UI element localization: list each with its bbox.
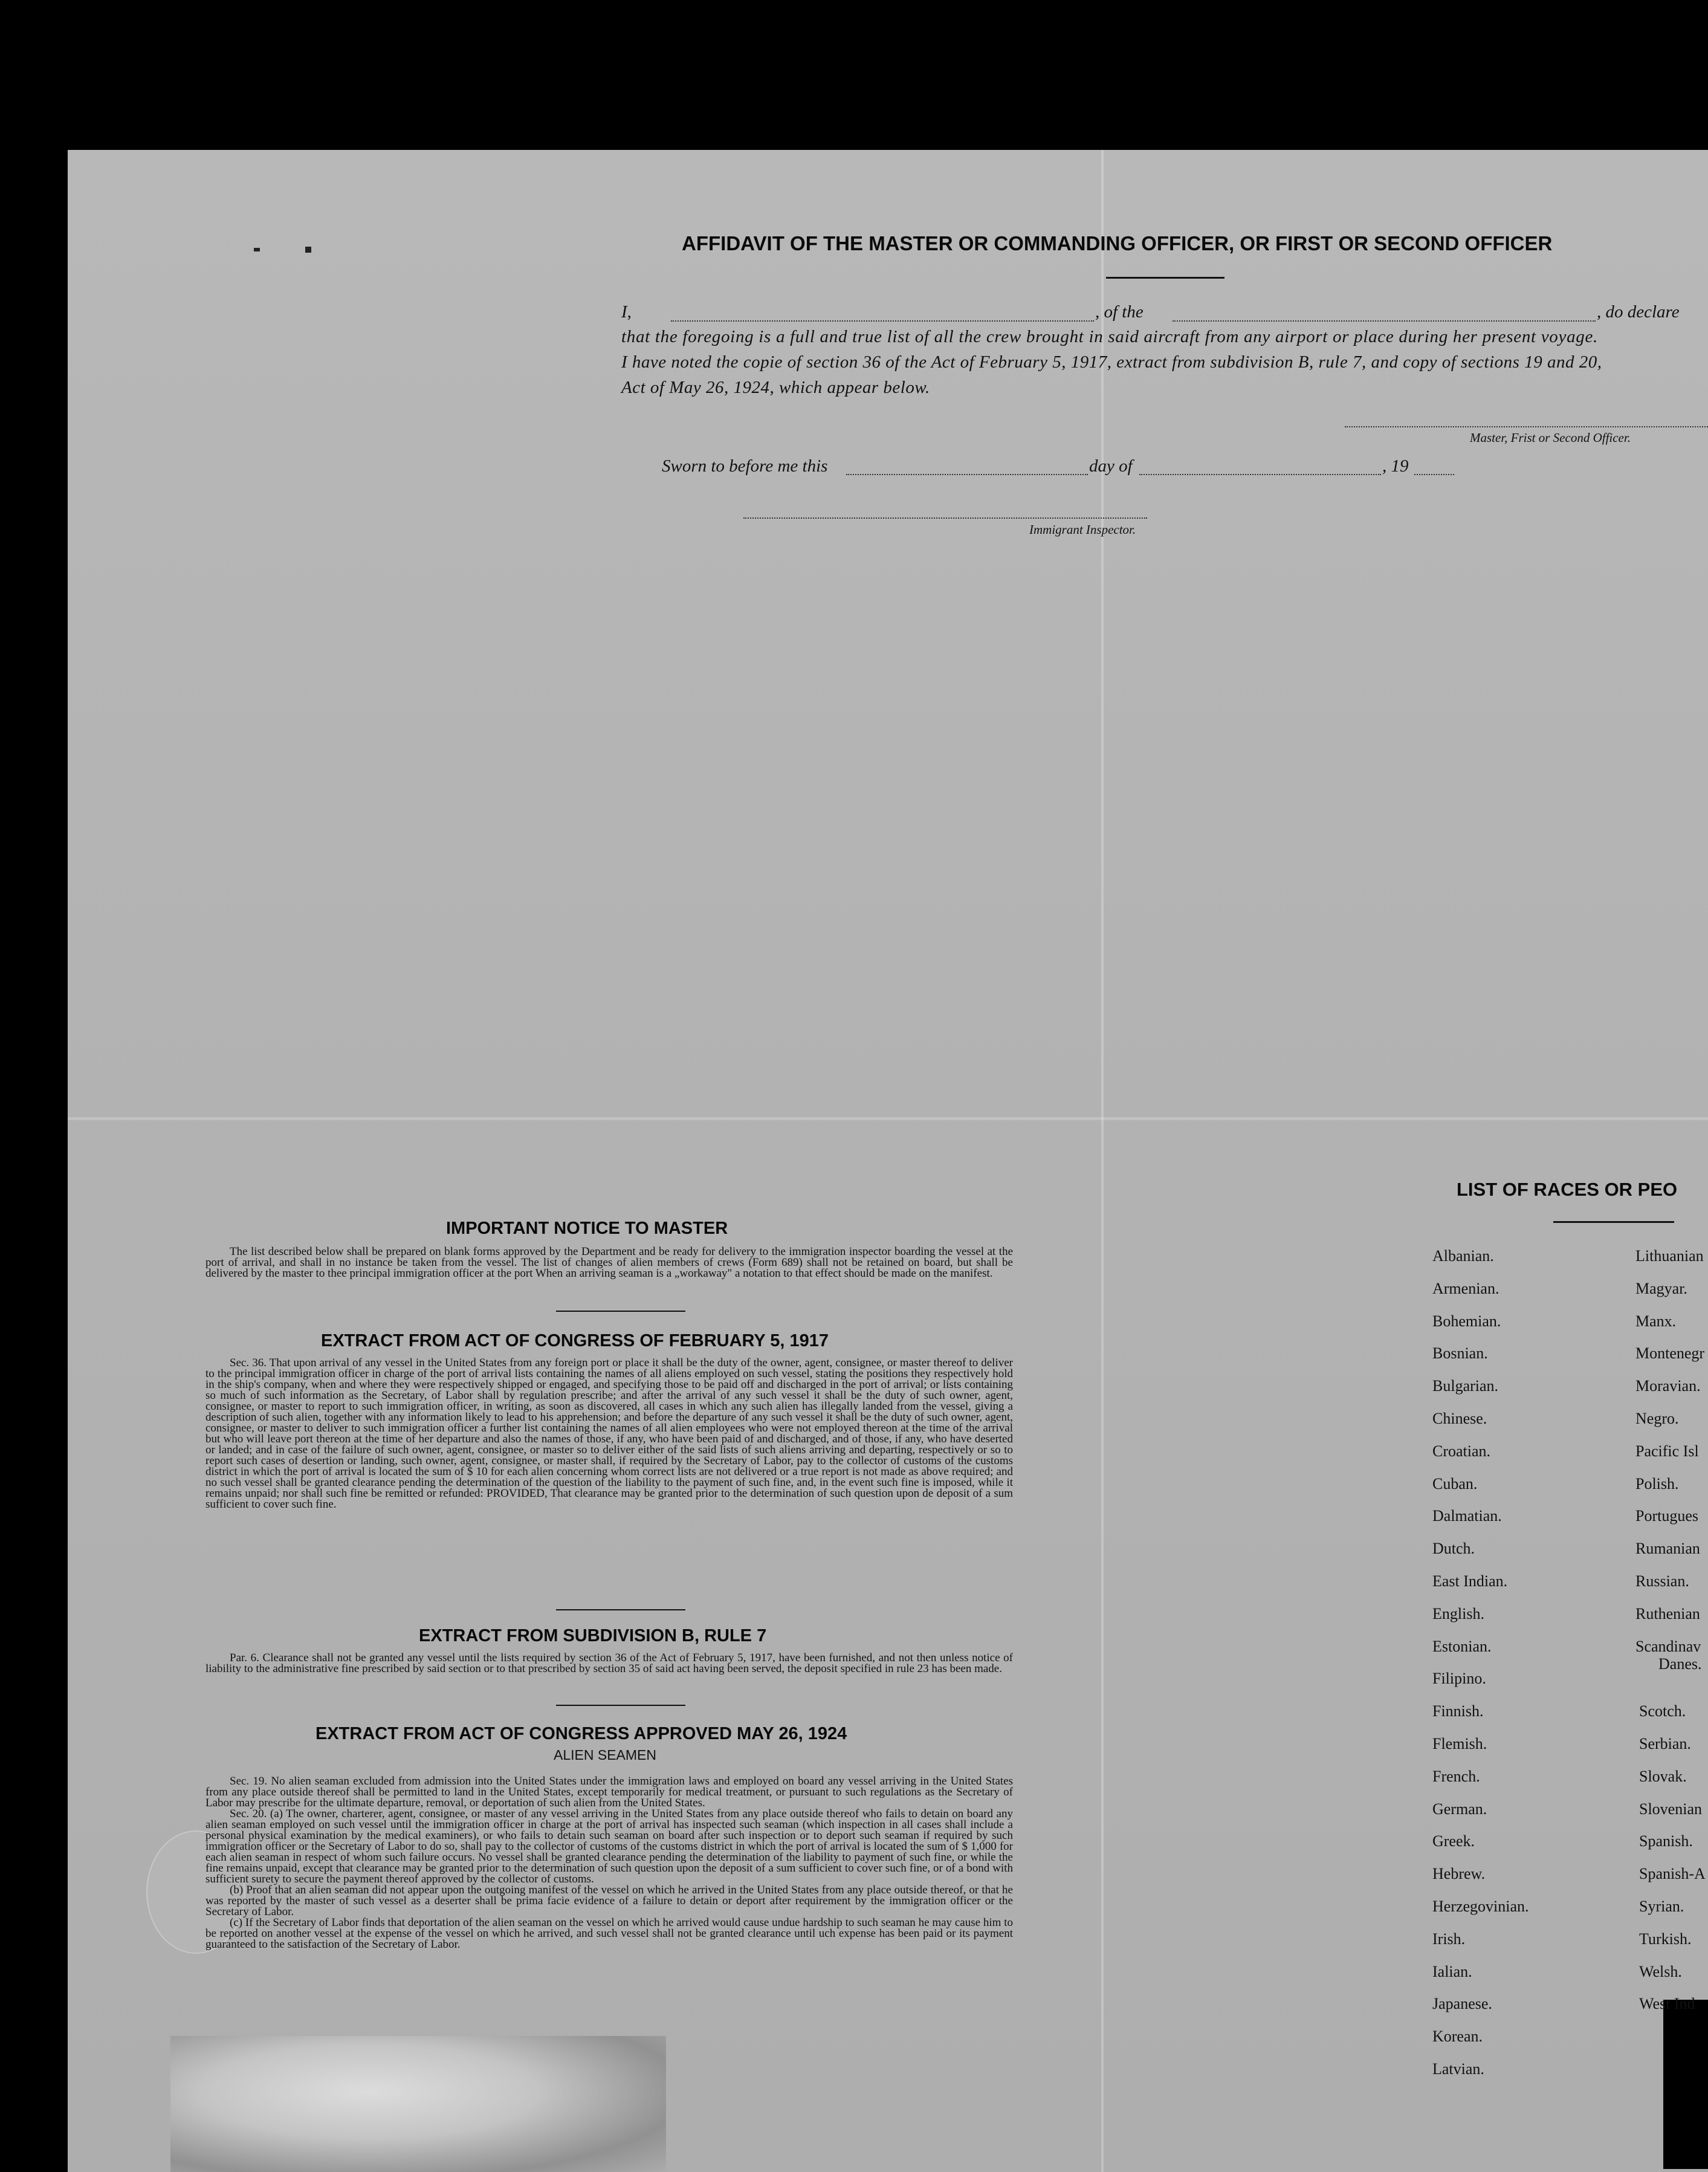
race-item: Cuban. — [1432, 1474, 1478, 1493]
extract-1917-body — [205, 1358, 1013, 1510]
notice-body — [205, 1246, 1013, 1279]
race-item: Slovak. — [1639, 1767, 1687, 1785]
affidavit-of-the: , of the — [1095, 302, 1144, 322]
master-name-field[interactable] — [671, 320, 1094, 322]
race-item: Finnish. — [1432, 1702, 1484, 1720]
race-item: Latvian. — [1432, 2060, 1484, 2078]
race-item: Chinese. — [1432, 1410, 1487, 1427]
title-rule — [1106, 277, 1224, 279]
race-item: Spanish-A — [1639, 1865, 1706, 1883]
torn-paper-corner — [1663, 2000, 1708, 2169]
ink-speck — [305, 247, 311, 253]
signature-label: Master, Frist or Second Officer. — [1470, 430, 1631, 445]
race-item: Greek. — [1432, 1832, 1475, 1850]
race-item: Scandinav — [1635, 1637, 1701, 1655]
race-item: Portugues — [1635, 1507, 1698, 1525]
race-item: Spanish. — [1639, 1832, 1693, 1850]
race-item: Bohemian. — [1432, 1312, 1501, 1330]
section-rule — [556, 1705, 685, 1706]
affidavit-line-3: I have noted the copie of section 36 of the Act of February 5, 1917, extract from subdivision B, rule 7, and copy of sections 19 and 20, — [621, 352, 1602, 372]
fold-line-vertical — [1101, 150, 1104, 2172]
race-item: Albanian. — [1432, 1247, 1494, 1265]
sec-36-paragraph: Sec. 36. That upon arrival of any vessel in the United States from any foreign port or place it shall be the duty of the owner, agent, consignee, or master thereof to deliver to the principal immigration officer in charge of the port of arrival lists containing the names of all aliens employed on such vessel, stating the positions they respectively hold in the ship's company, when and where they were respectively shipped or engaged, and specifying those to be paid off and discharged in the port of arrival; or lists containing so much of such information as the Secretary, of Labor shall by regulation prescribe; and after the arrival of any such vessel it shall be the duty of such owner, agent, consignee, or master to report to such immigration officer, in writing, as soon as discovered, all cases in which any such alien has illegally landed from the vessel, giving a description of such alien, together with any information likely to lead to his apprehension; and before the departure of any such vessel it shall be the duty of such owner, agent, consignee, or master to deliver to such immigration officer a further list containing the names of all alien employees who were not employed thereon at the time of the arrival but who will leave port thereon at the time of her departure and also the names of those, if any, who have been paid of and discharged, and of those, if any, who have deserted or landed; and in case of the failure of such owner, agent, consignee, or master so to deliver either of the said lists of such aliens arriving and departing, respectively or so to report such cases of desertion or landing, such owner, agent, consignee, or master shall, if required by the Secretary of Labor, pay to the collector of customs of the customs district in which the port of arrival is located the sum of $ 10 for each alien concerning whom correct lists are not delivered or a true report is not made as above required; and no such vessel shall be granted clearance pending the determination of the question of the liability to the payment of such fine, and, in the event such fine is imposed, while it remains unpaid; nor shall such fine be remitted or refunded: PROVIDED, That clearance may be granted prior to the determination of such question upon de deposit of a sum sufficient to cover such fine. — [205, 1357, 1013, 1511]
races-title-rule — [1553, 1221, 1674, 1223]
race-item: Japanese. — [1432, 1995, 1492, 2013]
race-item: Danes. — [1658, 1655, 1702, 1673]
race-item: East Indian. — [1432, 1572, 1508, 1590]
day-of-text: day of — [1089, 456, 1133, 476]
race-item: Moravian. — [1635, 1377, 1701, 1395]
race-item: Lithuanian — [1635, 1247, 1704, 1265]
sworn-text: Sworn to before me this — [662, 456, 828, 476]
sworn-day-field[interactable] — [846, 474, 1088, 475]
race-item: English. — [1432, 1604, 1484, 1623]
section-rule — [556, 1609, 685, 1610]
race-item: Ruthenian — [1635, 1604, 1700, 1623]
race-item: Filipino. — [1432, 1670, 1486, 1688]
race-item: Russian. — [1635, 1572, 1689, 1590]
race-item: Armenian. — [1432, 1279, 1499, 1297]
race-item: Ialian. — [1432, 1962, 1472, 1980]
race-item: Scotch. — [1639, 1702, 1686, 1720]
fold-line-horizontal — [68, 1117, 1708, 1120]
race-item: Welsh. — [1639, 1962, 1682, 1980]
rule-7-body — [205, 1653, 1013, 1674]
rule-7-title: EXTRACT FROM SUBDIVISION B, RULE 7 — [419, 1626, 767, 1645]
race-item: West Ind — [1639, 1995, 1695, 2013]
affidavit-do-declare: , do declare — [1597, 302, 1680, 322]
race-item: Dutch. — [1432, 1540, 1475, 1558]
race-item: French. — [1432, 1767, 1480, 1785]
race-item: Herzegovinian. — [1432, 1898, 1529, 1915]
race-item: Flemish. — [1432, 1735, 1487, 1752]
race-item: Rumanian — [1635, 1540, 1700, 1558]
race-item: Bulgarian. — [1432, 1377, 1499, 1395]
race-item: Dalmatian. — [1432, 1507, 1502, 1525]
races-title: LIST OF RACES OR PEO — [1457, 1179, 1678, 1200]
race-item: Slovenian — [1639, 1800, 1702, 1818]
race-item: Negro. — [1635, 1410, 1679, 1427]
affidavit-line-4: Act of May 26, 1924, which appear below. — [621, 378, 930, 397]
race-item: Estonian. — [1432, 1637, 1492, 1655]
sworn-month-field[interactable] — [1139, 474, 1381, 475]
inspector-label: Immigrant Inspector. — [1029, 522, 1136, 537]
par-6-paragraph: Par. 6. Clearance shall not be granted any vessel until the lists required by section 36 of the Act of February 5, 1917, have been furnished, and not then unless notice of liability to the administrative fine prescribed by said section or to that prescribed by section 35 of said act having been served, the deposit specified in rule 23 has been made. — [205, 1652, 1013, 1675]
torn-paper-area — [170, 2036, 666, 2172]
race-item: Irish. — [1432, 1930, 1466, 1948]
affidavit-title: AFFIDAVIT OF THE MASTER OR COMMANDING OFFICER, OR FIRST OR SECOND OFFICER — [682, 232, 1553, 254]
sec-20b-paragraph: (b) Proof that an alien seaman did not appear upon the outgoing manifest of the vessel on which he arrived in the United States from any place outside thereof, or that he was reported by the master of such vessel as a deserter shall be prima facie evidence of a failure to detain or deport after requirement by the immigration officer or the Secretary of Labor. — [205, 1884, 1013, 1918]
race-item: Polish. — [1635, 1474, 1679, 1493]
race-item: Hebrew. — [1432, 1865, 1486, 1883]
affidavit-line-1 — [621, 302, 632, 322]
race-item: Turkish. — [1639, 1930, 1692, 1948]
affidavit-line-2: that the foregoing is a full and true list of all the crew brought in said aircraft from any airport or place during her present voyage. — [621, 327, 1598, 346]
extract-1924-title: EXTRACT FROM ACT OF CONGRESS APPROVED MAY 26, 1924 — [315, 1724, 847, 1743]
section-rule — [556, 1311, 685, 1312]
race-item: Bosnian. — [1432, 1344, 1488, 1363]
race-item: Magyar. — [1635, 1279, 1687, 1297]
race-item: Serbian. — [1639, 1735, 1691, 1752]
signature-field[interactable] — [1345, 426, 1708, 427]
notice-title: IMPORTANT NOTICE TO MASTER — [446, 1219, 728, 1238]
race-item: Manx. — [1635, 1312, 1677, 1330]
race-item: Syrian. — [1639, 1898, 1684, 1915]
race-item: Montenegr — [1635, 1344, 1705, 1363]
sec-20a-paragraph: Sec. 20. (a) The owner, charterer, agent, consignee, or master of any vessel arriving in the United States from any place outside thereof who fails to detain on board any alien seaman employed on such vessel until the immigration officer in charge at the port of arrival has inspected such seaman (which inspection in all cases shall include a personal physical examination by the medical examiners), or who fails to detain such seaman on board after such inspection or to deport such seaman if required by such immigration officer or the Secretary of Labor to do so, shall pay to the collector of customs of the customs district in which the port of arrival is located the sum of $ 1,000 for each alien seaman in respect of whom such failure occurs. No vessel shall be granted clearance pending the determination of the liability to payment of such fine, or while the fine remains unpaid, except that clearance may be granted prior to the determination of such question upon the deposit of a sum sufficient to cover such fine, or of a bond with sufficient surety to secure the payment thereof approved by the collector of customs. — [205, 1807, 1013, 1885]
inspector-signature-field[interactable] — [743, 517, 1147, 519]
notice-paragraph: The list described below shall be prepared on blank forms approved by the Department and be ready for delivery to the immigration inspector boarding the vessel at the port of arrival, and shall in no instance be taken from the vessel. The list of changes of alien members of crews (Form 689) shall not be retained on board, but shall be delivered by the master to thee principal immigration officer at the port When an arriving seaman is a „workaway" a notation to that effect should be made on the manifest. — [205, 1245, 1013, 1280]
affidavit-i: I, — [621, 302, 632, 322]
sec-19-paragraph: Sec. 19. No alien seaman excluded from admission into the United States under the immigration laws and employed on board any vessel arriving in the United States from any place outside thereof shall be permitted to land in the United States, except temporarily for medical treatment, or pursuant to such regulations as the Secretary of Labor may prescribe for the ultimate departure, removal, or deportation of such alien from the United States. — [205, 1775, 1013, 1809]
ink-speck — [254, 248, 260, 251]
race-item: Pacific Isl — [1635, 1442, 1699, 1460]
alien-seamen-subtitle: ALIEN SEAMEN — [554, 1747, 656, 1763]
aircraft-name-field[interactable] — [1173, 320, 1596, 322]
sworn-year-field[interactable] — [1414, 474, 1454, 475]
race-item: Croatian. — [1432, 1442, 1491, 1460]
sec-20c-paragraph: (c) If the Secretary of Labor finds that deportation of the alien seaman on the vessel on which he arrived would cause undue hardship to such seaman he may cause him to be reported on another vessel at the expense of the vessel on which he arrived, and such vessel shall not be granted clearance until uch expense has been paid or its payment guaranteed to the satisfaction of the Secretary of Labor. — [205, 1916, 1013, 1951]
extract-1924-body — [205, 1776, 1013, 1950]
race-item: German. — [1432, 1800, 1487, 1818]
extract-1917-title: EXTRACT FROM ACT OF CONGRESS OF FEBRUARY 5, 1917 — [321, 1331, 829, 1350]
year-text: , 19 — [1382, 456, 1409, 476]
race-item: Korean. — [1432, 2028, 1483, 2046]
